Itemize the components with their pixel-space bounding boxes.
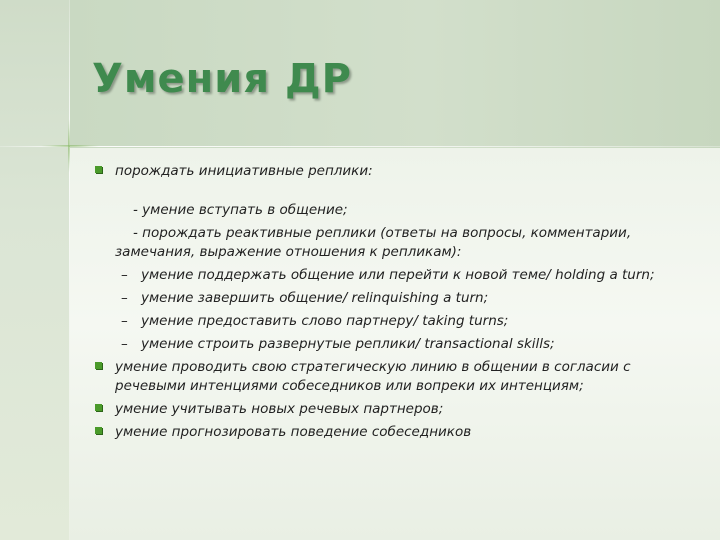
dash-text: умение предоставить слово партнеру/ taking turns; — [141, 313, 509, 329]
sparkle-glow — [68, 118, 70, 174]
dash-item — [95, 335, 695, 354]
bullet-item — [95, 400, 695, 419]
slide-title: Умения ДР — [92, 56, 352, 102]
bullet-item — [95, 423, 695, 442]
square-bullet-icon — [95, 404, 102, 411]
square-bullet-icon — [95, 362, 102, 369]
dash-text: умение строить развернутые реплики/ transactional skills; — [141, 336, 555, 352]
dash-marker: – — [121, 313, 128, 329]
horizontal-divider-line — [0, 146, 720, 147]
dash-item — [95, 312, 695, 331]
dash-text: умение поддержать общение или перейти к новой теме/ holding a turn; — [141, 267, 655, 283]
bullet-item — [95, 162, 695, 181]
slide-content — [95, 162, 695, 446]
dash-marker: – — [121, 336, 128, 352]
dash-item — [95, 266, 695, 285]
dash-item — [95, 289, 695, 308]
square-bullet-icon — [95, 166, 102, 173]
dash-marker: – — [121, 267, 128, 283]
vertical-divider-line — [69, 0, 70, 540]
left-decor-band — [0, 0, 70, 540]
sub-line: - умение вступать в общение; — [133, 202, 348, 218]
dash-text: умение завершить общение/ relinquishing a turn; — [141, 290, 489, 306]
square-bullet-icon — [95, 427, 102, 434]
sparkle-icon — [40, 145, 100, 147]
sub-line: - порождать реактивные реплики (ответы на вопросы, комментарии, замечания, выражение отношения к репликам): — [115, 225, 632, 260]
bullet-text: умение проводить свою стратегическую линию в общении в согласии с речевыми интенциями собеседников или вопреки их интенциям; — [115, 359, 631, 394]
bullet-text: умение прогнозировать поведение собеседников — [115, 424, 472, 440]
spacer — [95, 185, 695, 201]
bullet-item — [95, 358, 695, 396]
bullet-text: умение учитывать новых речевых партнеров; — [115, 401, 444, 417]
bullet-text: порождать инициативные реплики: — [115, 163, 373, 179]
dash-marker: – — [121, 290, 128, 306]
